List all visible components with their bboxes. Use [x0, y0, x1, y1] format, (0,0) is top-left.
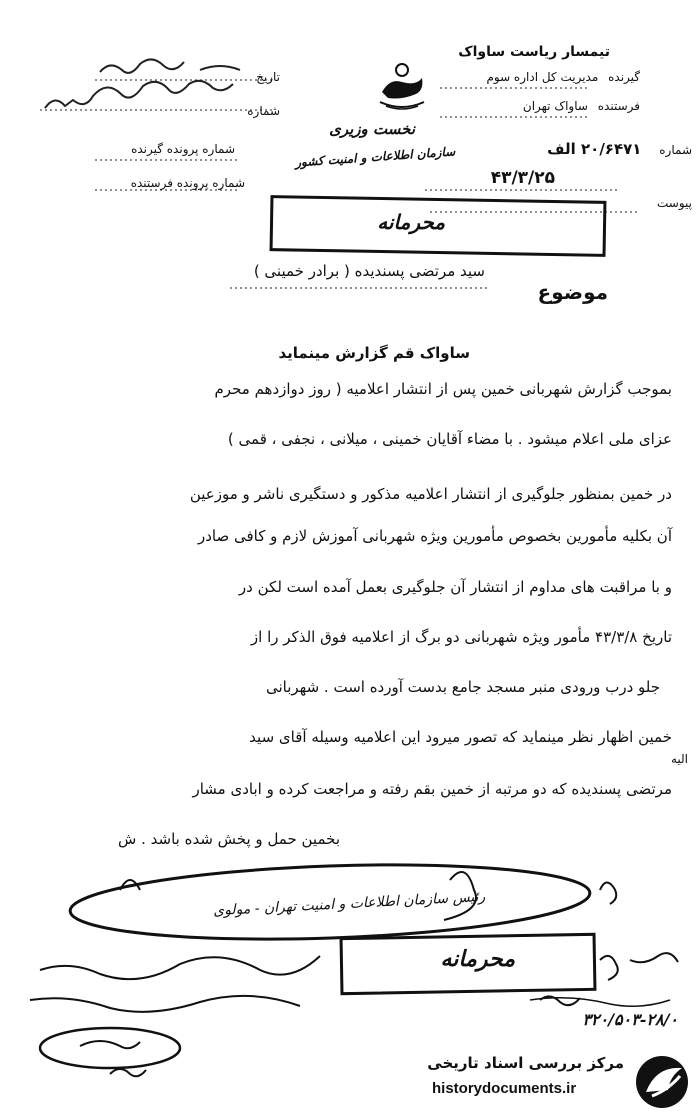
watermark-name: مرکز بررسی اسناد تاریخی — [427, 1054, 624, 1072]
handwritten-date-scribble — [0, 0, 700, 140]
body-line: و با مراقبت های مداوم از انتشار آن جلوگیری بعمل آمده است لکن در — [238, 578, 672, 596]
sender-label: فرستنده — [597, 99, 640, 113]
body-line: بخمین حمل و پخش شده باشد . ش — [118, 830, 340, 848]
body-line: عزای ملی اعلام میشود . با مضاء آقایان خمینی ، میلانی ، نجفی ، قمی ) — [227, 430, 672, 448]
body-line: جلو درب ورودی منبر مسجد جامع بدست آورده است . شهربانی — [265, 678, 660, 696]
sender-value: ساواک تهران — [522, 99, 588, 113]
sender-file-label: شماره پرونده فرستنده — [130, 176, 245, 190]
date-value: ۴۳/۳/۲۵ — [490, 168, 555, 188]
recipient-value: مدیریت کل اداره سوم — [486, 70, 599, 84]
body-line: تاریخ ۴۳/۳/۸ مأمور ویژه شهربانی دو برگ از اعلامیه فوق الذکر را از — [250, 628, 672, 646]
subject-value: سید مرتضی پسندیده ( برادر خمینی ) — [253, 262, 485, 280]
footer-confidential-stamp-text: محرمانه — [440, 946, 515, 972]
handwritten-annotation — [0, 940, 700, 1060]
attachment-label: پیوست — [657, 196, 692, 210]
number-label: شماره — [659, 143, 692, 157]
archive-logo-icon — [632, 1052, 692, 1112]
footer-filing-number: ۳۲۰/۵۰۳-۲۸/۰ — [582, 1010, 678, 1029]
header-org-title: تیمسار ریاست ساواک — [458, 44, 610, 60]
body-line: آن بکلیه مأمورین بخصوص مأمورین ویژه شهربانی آموزش لازم و کافی صادر — [197, 527, 672, 545]
body-line: بموجب گزارش شهربانی خمین پس از انتشار اعلامیه ( روز دوازدهم محرم — [214, 380, 672, 398]
body-margin-note: الیه — [670, 752, 688, 766]
emblem-line-1: نخست وزیری — [329, 120, 415, 138]
emblem-line-2: سازمان اطلاعات و امنیت کشور — [294, 144, 456, 170]
confidential-stamp-text: محرمانه — [377, 210, 445, 234]
watermark-url: historydocuments.ir — [432, 1080, 577, 1097]
recipient-label: گیرنده — [608, 70, 640, 84]
recipient-file-label: شماره پرونده گیرنده — [131, 142, 235, 156]
body-line: در خمین بمنظور جلوگیری از انتشار اعلامیه مذکور و دستگیری ناشر و موزعین — [189, 485, 672, 503]
body-line: خمین اظهار نظر مینماید که تصور میرود این اعلامیه وسیله آقای سید — [249, 728, 672, 746]
number-value: ۲۰/۶۴۷۱ الف — [547, 140, 642, 158]
body-line: ساواک قم گزارش مینماید — [278, 344, 470, 362]
left-number-label: شماره — [247, 104, 280, 118]
subject-label: موضوع — [537, 280, 608, 304]
lion-and-sun-emblem-icon — [372, 62, 432, 112]
body-line: مرتضی پسندیده که دو مرتبه از خمین بقم رفته و مراجعت کرده و ابادی مشار — [192, 780, 672, 798]
subject-rule — [0, 282, 700, 302]
signature-oval-text: رئیس سازمان اطلاعات و امنیت تهران - مولوی — [212, 888, 486, 920]
left-date-label: تاریخ — [256, 70, 280, 84]
